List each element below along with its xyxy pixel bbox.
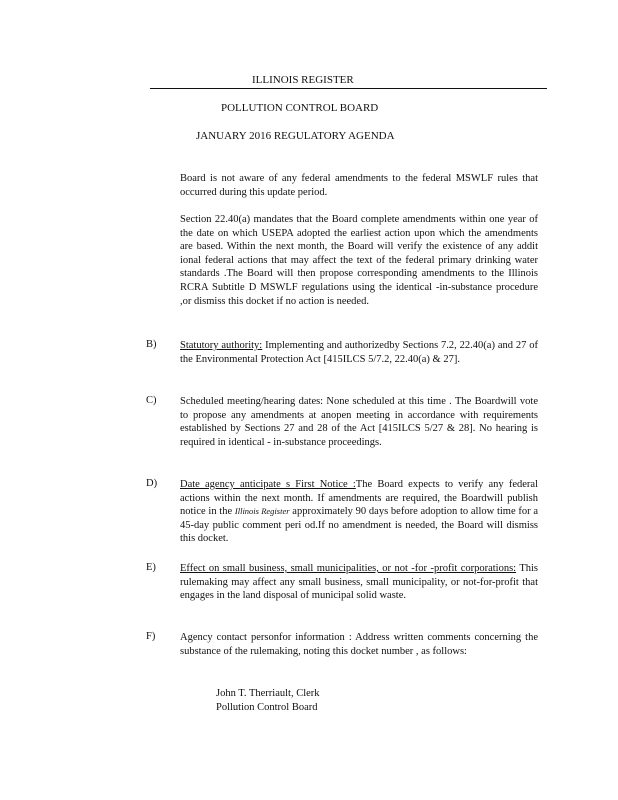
address-line-2: Pollution Control Board <box>216 701 318 713</box>
section-c <box>146 395 546 449</box>
section-body: The Board expects to verify any federal actions within the next month. If amendments are required, the Boardwill publish notice in the <box>180 479 538 518</box>
section-heading: Date agency anticipate s First Notice : <box>180 479 356 490</box>
section-heading: Effect on small business, small municipalities, or not -for -profit corporations: <box>180 563 517 574</box>
section-letter: E) <box>146 562 156 573</box>
board-title: POLLUTION CONTROL BOARD <box>221 102 379 114</box>
contact-address <box>216 687 320 714</box>
header-rule <box>150 88 547 89</box>
register-title: ILLINOIS REGISTER <box>252 74 354 86</box>
address-line-1: John T. Therriault, Clerk <box>216 688 320 699</box>
section-letter: F) <box>146 631 156 642</box>
section-letter: D) <box>146 478 158 489</box>
section-letter: C) <box>146 395 157 406</box>
section-body-cont: approximately 90 days before adoption to allow time for a 45-day public comment peri od.If no amendment is needed, the Board will dismiss this docket. <box>180 506 538 545</box>
agenda-title: JANUARY 2016 REGULATORY AGENDA <box>196 130 395 142</box>
section-letter: B) <box>146 339 157 350</box>
section-body: Implementing and authorizedby Sections 7.2, 22.40(a) and 27 of the Environmental Protection Act [415ILCS 5/7.2, 22.40(a) & 27]. <box>180 340 538 365</box>
section-heading: Statutory authority: <box>180 340 263 351</box>
section-f-text: Agency contact personfor information : Address written comments concerning the substance of the rulemaking, noting this docket number , as follows: <box>180 632 538 657</box>
register-italic: Illinois Register <box>234 506 290 517</box>
intro-paragraph-2: Section 22.40(a) mandates that the Board complete amendments within one year of the date on which USEPA adopted the earliest action upon which the amendments are based. Within the next month, the Board will verify the existence of any addit ional federal actions that may affect the text of the federal primary drinking water standards .The Board will then propose corresponding amendments to the Illinois RCRA Subtitle D MSWLF regulations using the identical -in-substance procedure ,or dismiss this docket if no action is needed. <box>180 214 538 307</box>
intro-paragraph-1: Board is not aware of any federal amendments to the federal MSWLF rules that occurred during this update period. <box>180 173 538 198</box>
section-b-text <box>180 339 538 366</box>
section-e <box>146 562 546 603</box>
section-f <box>146 631 546 658</box>
section-b <box>146 339 546 366</box>
section-e-text <box>180 562 538 603</box>
section-d <box>146 478 546 546</box>
section-body: This rulemaking may affect any small business, small municipality, or not-for-profit that engages in the land disposal of municipal solid waste. <box>180 563 539 602</box>
section-d-text <box>180 478 538 546</box>
section-c-text: Scheduled meeting/hearing dates: None scheduled at this time . The Boardwill vote to propose any amendments at anopen meeting in accordance with requirements established by Sections 27 and 28 of the Act [415ILCS 5/27 & 28]. No hearing is required in identical - in-substance proceedings. <box>180 396 538 448</box>
